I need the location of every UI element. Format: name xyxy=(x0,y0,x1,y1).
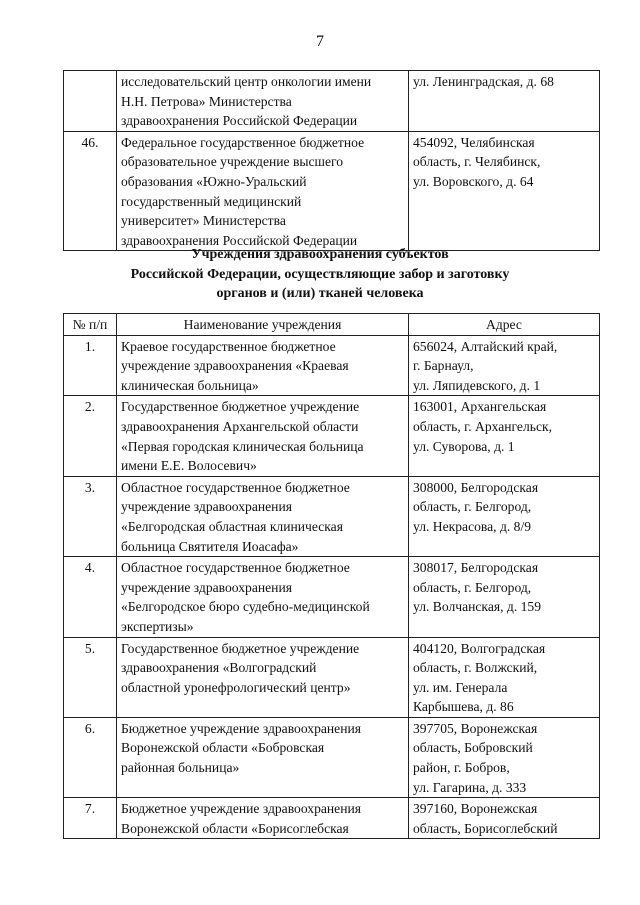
name-line: «Первая городская клиническая больница xyxy=(121,438,364,454)
row-number: 6. xyxy=(64,717,117,797)
name-line: Воронежской области «Бобровская xyxy=(121,740,325,756)
address-line: 656024, Алтайский край, xyxy=(413,338,558,354)
name-line: государственный медицинский xyxy=(121,193,302,209)
name-line: здравоохранения Российской Федерации xyxy=(121,113,358,129)
table-row xyxy=(64,131,600,251)
name-line: клиническая больница» xyxy=(121,377,259,393)
name-line: «Белгородское бюро судебно-медицинской xyxy=(121,599,370,615)
institution-name xyxy=(117,335,409,396)
address-line: ул. им. Генерала xyxy=(413,679,508,695)
address-line: г. Барнаул, xyxy=(413,358,474,374)
institution-address xyxy=(409,71,600,132)
institutions-table-body xyxy=(64,335,600,839)
address-line: район, г. Бобров, xyxy=(413,760,510,776)
institution-name xyxy=(117,717,409,797)
name-line: учреждение здравоохранения «Краевая xyxy=(121,358,349,374)
address-line: ул. Некрасова, д. 8/9 xyxy=(413,518,532,534)
name-line: Н.Н. Петрова» Министерства xyxy=(121,93,292,109)
top-table-body xyxy=(64,71,600,251)
institution-address xyxy=(409,131,600,251)
top-table xyxy=(63,70,600,251)
address-line: 163001, Архангельская xyxy=(413,399,547,415)
address-line: ул. Гагарина, д. 333 xyxy=(413,779,527,795)
address-line: 397160, Воронежская xyxy=(413,801,538,817)
name-line: Областное государственное бюджетное xyxy=(121,560,350,576)
row-number: 4. xyxy=(64,557,117,637)
name-line: Федеральное государственное бюджетное xyxy=(121,134,365,150)
institution-name xyxy=(117,798,409,839)
institution-name xyxy=(117,396,409,476)
institution-address xyxy=(409,637,600,717)
name-line: Областное государственное бюджетное xyxy=(121,479,350,495)
name-line: районная больница» xyxy=(121,760,240,776)
address-line: 397705, Воронежская xyxy=(413,720,538,736)
address-line: область, Бобровский xyxy=(413,740,533,756)
name-line: учреждение здравоохранения xyxy=(121,579,292,595)
table-row xyxy=(64,798,600,839)
header-name: Наименование учреждения xyxy=(117,314,409,336)
address-line: 308000, Белгородская xyxy=(413,479,539,495)
address-line: ул. Воровского, д. 64 xyxy=(413,173,534,189)
header-number: № п/п xyxy=(64,314,117,336)
address-line: 308017, Белгородская xyxy=(413,560,539,576)
institutions-table xyxy=(63,313,600,839)
name-line: имени Е.Е. Волосевич» xyxy=(121,458,257,474)
table-row xyxy=(64,637,600,717)
address-line: область, г. Архангельск, xyxy=(413,418,552,434)
institution-address xyxy=(409,396,600,476)
name-line: экспертизы» xyxy=(121,618,194,634)
institution-address xyxy=(409,557,600,637)
address-line: 454092, Челябинская xyxy=(413,134,535,150)
institution-address xyxy=(409,476,600,556)
address-line: 404120, Волгоградская xyxy=(413,640,546,656)
row-number: 3. xyxy=(64,476,117,556)
address-line: область, г. Белгород, xyxy=(413,579,532,595)
address-line: область, Борисоглебский xyxy=(413,820,558,836)
name-line: Краевое государственное бюджетное xyxy=(121,338,336,354)
table-row xyxy=(64,71,600,132)
name-line: учреждение здравоохранения xyxy=(121,499,292,515)
address-line: ул. Ляпидевского, д. 1 xyxy=(413,377,541,393)
name-line: Государственное бюджетное учреждение xyxy=(121,399,360,415)
name-line: Государственное бюджетное учреждение xyxy=(121,640,360,656)
name-line: здравоохранения «Волгоградский xyxy=(121,660,317,676)
name-line: Воронежской области «Борисоглебская xyxy=(121,820,349,836)
row-number: 2. xyxy=(64,396,117,476)
institution-name xyxy=(117,557,409,637)
name-line: исследовательский центр онкологии имени xyxy=(121,74,372,89)
address-line: область, г. Челябинск, xyxy=(413,154,541,170)
address-line: ул. Суворова, д. 1 xyxy=(413,438,515,454)
name-line: Бюджетное учреждение здравоохранения xyxy=(121,720,362,736)
section-heading-line: Учреждения здравоохранения субъектов xyxy=(191,247,449,262)
address-line: область, г. Волжский, xyxy=(413,660,538,676)
row-number: 5. xyxy=(64,637,117,717)
table-row xyxy=(64,717,600,797)
address-line: ул. Ленинградская, д. 68 xyxy=(413,74,554,89)
header-address: Адрес xyxy=(409,314,600,336)
table-row xyxy=(64,557,600,637)
name-line: Бюджетное учреждение здравоохранения xyxy=(121,801,362,817)
address-line: область, г. Белгород, xyxy=(413,499,532,515)
name-line: здравоохранения Архангельской области xyxy=(121,418,359,434)
name-line: больница Святителя Иоасафа» xyxy=(121,538,299,554)
row-number: 46. xyxy=(64,131,117,251)
name-line: образовательное учреждение высшего xyxy=(121,154,344,170)
institution-name xyxy=(117,131,409,251)
name-line: образования «Южно-Уральский xyxy=(121,173,307,189)
name-line: областной уронефрологический центр» xyxy=(121,679,351,695)
institution-address xyxy=(409,798,600,839)
institution-name xyxy=(117,71,409,132)
page-number: 7 xyxy=(316,33,324,50)
row-number xyxy=(64,71,117,132)
row-number: 1. xyxy=(64,335,117,396)
institution-name xyxy=(117,637,409,717)
table-row xyxy=(64,476,600,556)
table-header-row xyxy=(64,314,600,336)
institution-address xyxy=(409,335,600,396)
name-line: здравоохранения Российской Федерации xyxy=(121,232,358,248)
address-line: Карбышева, д. 86 xyxy=(413,699,514,715)
table-row xyxy=(64,335,600,396)
section-heading xyxy=(0,245,640,304)
section-heading-line: органов и (или) тканей человека xyxy=(216,286,424,301)
row-number: 7. xyxy=(64,798,117,839)
institution-address xyxy=(409,717,600,797)
name-line: «Белгородская областная клиническая xyxy=(121,518,343,534)
address-line: ул. Волчанская, д. 159 xyxy=(413,599,542,615)
institution-name xyxy=(117,476,409,556)
name-line: университет» Министерства xyxy=(121,213,286,229)
section-heading-line: Российской Федерации, осуществляющие забор и заготовку xyxy=(130,266,510,282)
table-row xyxy=(64,396,600,476)
